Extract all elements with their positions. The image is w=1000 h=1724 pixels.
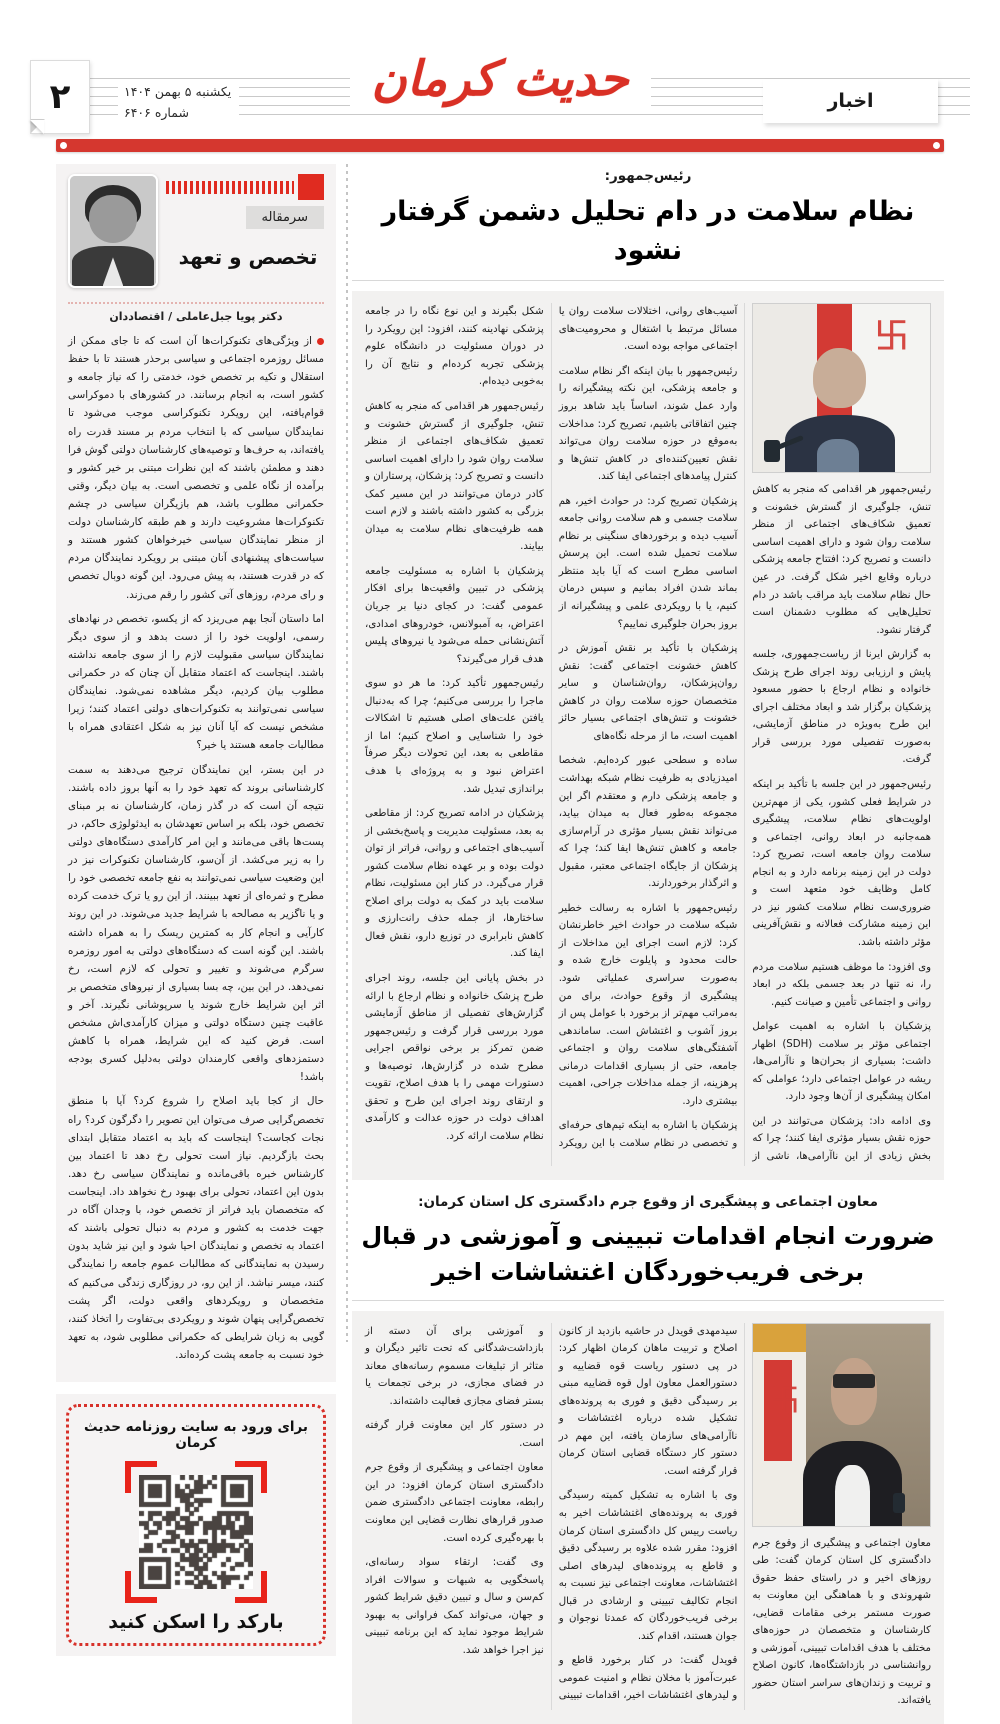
qr-corner-br-icon xyxy=(235,1571,267,1603)
article2-body xyxy=(352,1311,944,1724)
article1-col-mid-p0: رئیس‌جمهور هر اقدامی که منجر به کاهش تنش، جلوگیری از گسترش خشونت و تعمیق شکاف‌های اجتماعی از منظر سلامت روان شود و دارای اهمیت اساسی دانست و تصریح کرد: افتتاح جامعه پزشکی درباره وقایع اخیر شکل گرفت. در عین حال نظام سلامت باید مراقب باشد در دام تحلیل‌هایی که مطلوب دشمنان است گرفتار نشود. xyxy=(752,484,931,636)
dashed-rule-icon xyxy=(166,181,294,194)
qr-code[interactable] xyxy=(125,1461,267,1603)
article1-col-right-p7: در بخش پایانی این جلسه، روند اجرای طرح پزشک خانواده و نظام ارجاع با ارائه گزارش‌های تفصیلی از مناطق آزمایشی مورد بررسی قرار گرفت و رئیس‌جمهور ضمن تمرکز بر برخی نواقص اجرایی مطرح شده در گزارش‌ها، توصیه‌ها و دستورات مهمی را با هدف اصلاح، تقویت و ارتقای روند اجرای این طرح و تحقق اهداف دولت در حوزه عدالت و کارآمدی نظام سلامت ارائه کرد. xyxy=(365,972,544,1142)
article2-photo xyxy=(752,1323,931,1527)
author-avatar xyxy=(68,174,158,288)
page-number: ۲ xyxy=(49,77,71,117)
editorial-header xyxy=(68,174,324,292)
article1-photo xyxy=(752,303,931,473)
article1-col-right-p4: پزشکیان با اشاره به مسئولیت جامعه پزشکی در تبیین واقعیت‌ها برای افکار عمومی گفت: در کجای دنیا بر جریان اعتراض، به آمبولانس، خودروهای امدادی، آتش‌نشانی حمله می‌شود یا نیروهای پلیس هدف قرار می‌گیرند؟ xyxy=(365,565,544,665)
masthead-title: حدیث کرمان xyxy=(371,51,629,107)
article2-col-mid-p1: سیدمهدی قویدل در حاشیه بازدید از کانون اصلاح و تربیت ماهان کرمان اظهار کرد: در پی دستور ریاست قوه قضاییه و دستورالعمل معاون اول قوه قضاییه مبنی بر رسیدگی دقیق و فوری به پرونده‌های تشکیل شده درباره اغتشاشات و ناآرامی‌های سازمان یافته، این مهم در دستور کار دستگاه قضایی استان کرمان قرار گرفته است. xyxy=(558,1325,738,1477)
page-number-box xyxy=(30,60,90,134)
bullet-icon xyxy=(317,338,324,345)
article2-kicker: معاون اجتماعی و پیشگیری از وقوع جرم دادگستری کل استان کرمان: xyxy=(418,1193,878,1210)
editorial-body xyxy=(68,332,324,1364)
red-bar-dot-left xyxy=(60,142,67,149)
red-square-icon xyxy=(298,174,324,200)
article1-col-mid-p2: رئیس‌جمهور در این جلسه با تأکید بر اینکه در شرایط فعلی کشور، یکی از مهم‌ترین اولویت‌های نظام سلامت، پیشگیری همه‌جانبه در ابعاد روانی، اجتماعی و سلامت روان جامعه است، تصریح کرد: دولت در این زمینه برنامه دارد و به انجام کامل وظایف خود متعهد است و ضروری‌ست نظام سلامت کشور نیز در این زمینه مشارکت فعالانه و نقش‌آفرینی مؤثر داشته باشد. xyxy=(752,779,931,948)
editorial-p0-text: از ویژگی‌های تکنوکرات‌ها آن است که تا جای ممکن از مسائل روزمره اجتماعی و سیاسی برحذر هستند تا با حفظ استقلال و تکیه بر تخصص خود، خدمتی را که نیاز جامعه و کشور است، به انجام برسانند. در کشورهای با دموکراسی قوام‌یافته، این رویکرد تکنوکراسی موجب می‌شود تا نمایندگان سیاسی که با انتخاب مردم بر مسند قدرت راه یافته‌اند، به حرف‌ها و توصیه‌های کارشناسان دولتی گوش فرا دهند و مطمئن باشند که این نظرات مبتنی بر خیر کشور و برآمده از نگاه علمی و تخصصی است. به بیان دیگر، وقتی حکمرانی مطلوب باشد، هم بازیگران سیاسی در چشم تکنوکرات‌ها مشروعیت دارند و هم طبقه کارشناسان دولت از منظر نمایندگان سیاسی خیرخواهان کشور هستند و سیاست‌های پیشنهادی آنان مبتنی بر رویکرد نمایندگان مردم که در قدرت هستند، به پیش می‌رود. این گونه دوبال تخصص و رای مردم، روزهای آتی کشور را رقم می‌زند. xyxy=(68,335,324,601)
article2-headline: ضرورت انجام اقدامات تبیینی و آموزشی در قبال برخی فریب‌خوردگان اغتشاشات اخیر xyxy=(361,1221,935,1286)
editorial-p0 xyxy=(68,332,324,604)
article2-col-right-p0: در دستور کار این معاونت قرار گرفته است. xyxy=(365,1420,544,1449)
article1-body xyxy=(352,291,944,1179)
judiciary-photo: ࿕ xyxy=(752,1323,931,1527)
qr-top-text: برای ورود به سایت روزنامه حدیث کرمان xyxy=(84,1419,308,1452)
editorial-dash-row xyxy=(166,174,324,200)
president-photo: ࿕ xyxy=(752,303,931,473)
editorial-p1: اما داستان آنجا بهم می‌ریزد که از یکسو، تخصص در نهادهای رسمی، اولویت خود را از دست بدهد و از سوی دیگر نمایندگان سیاسی مقبولیت لازم را از سوی جامعه نداشته باشند. اینجاست که اعتماد متقابل آن چنان که در حکمرانی مطلوب بیان کردیم، دیگر مشاهده نمی‌شود. نمایندگان سیاسی نمی‌توانند به تکنوکرات‌های دولتی اعتماد کنند؛ زیرا مشخص نیست که آیا آنان نیز به شکل اعتقادی همراه با مطالبات جامعه هستند یا خیر؟ xyxy=(68,612,324,752)
qr-corner-bl-icon xyxy=(125,1571,157,1603)
editorial-p3: حال از کجا باید اصلاح را شروع کرد؟ آیا با منطق تخصص‌گرایی صرف می‌توان این تصویر را دگرگون کرد؟ راه نجات کجاست؟ اینجاست که باید به اعتماد متقابل ابتدای بحث بازگردیم. نیاز است تحولی رخ دهد تا اعتماد بین کارشناس خبره باقی‌مانده و نمایندگان سیاسی رخ دهد. بدون این اعتماد، تحولی برای بهبود رخ نخواهد داد. اینجاست که متخصصان باید فراتر از تخصص خود، با وجدان آگاه در جهت خدمت به کشور و مردم به دنبال تحولی باشند که اعتماد به تخصص و نمایندگان احیا شود و این نیز شاید بدون رسیدن به نمایندگانی که مطالبات عموم جامعه را نمایندگی کنند، میسر نباشد. از این رو، در روزگاری زندگی می‌کنیم که متخصصان و رویکردهای واقعی دولت، اگر پشت تخصص‌گرایی پنهان شوند و رویکردی بی‌تفاوت را اتخاذ کنند، گویی به زبان شرایطی که حکمرانی مطلوبی شود، به تعهد خود نسبت به جامعه پشت کرده‌اند. xyxy=(68,1095,324,1362)
article-judiciary xyxy=(352,1194,944,1724)
header-red-bar xyxy=(56,139,944,152)
article1-columns xyxy=(365,303,931,1165)
qr-corner-tr-icon xyxy=(235,1461,267,1493)
article-president xyxy=(352,168,944,1180)
article1-col-right-p5: رئیس‌جمهور تأکید کرد: ما هر دو سوی ماجرا را بررسی می‌کنیم؛ چرا که به‌دنبال یافتن علت‌های اصلی هستیم تا اشکالات خود را شناسایی و اصلاح کنیم؛ اما از مقاطعی به بعد، این تحولات دیگر صرفاً اعتراض نبود و به پروژه‌ای با هدف براندازی تبدیل شد. xyxy=(365,678,544,795)
article1-col-mid-p8: پزشکیان با تأکید بر نقش آموزش در کاهش خشونت اجتماعی گفت: نقش روان‌پزشکان، روان‌شناسان و سایر متخصصان حوزه سلامت روان در کاهش خشونت و تنش‌های اجتماعی بسیار حائز اهمیت است، ما از مرحله نگاه‌های xyxy=(558,643,738,742)
article2-col-mid-p3: قویدل گفت: در کنار برخورد قاطع و عبرت‌آموز با مخلان نظام و امنیت عمومی و لیدرهای اغتشاشات اخیر، اقدامات تبیینی و آموزشی برای آن دسته از بازداشت‌شدگانی که تحت تاثیر دیگران و متاثر از تبلیغات مسموم رسانه‌های معاند در فضای مجازی، در برخی تجمعات یا بستر فضای مجازی فعالیت داشته‌اند. xyxy=(365,1325,738,1702)
qr-inner xyxy=(66,1404,326,1646)
page-header xyxy=(0,0,1000,140)
editorial-p2: در این بستر، این نمایندگان ترجیح می‌دهند به سمت کارشناسانی بروند که تعهد خود را به آنها بروز داده باشند. نتیجه آن است که در گذر زمان، کارشناسان نه بر مبنای تخصص خود، بلکه بر اساس تعهدشان به ایدئولوژی حاکم، در پست‌ها باقی می‌مانند و این امر کارآمدی دستگاه‌های دولتی را به زیر می‌کشد. از آن‌سو، کارشناسان تکنوکرات نیز در این وضعیت سیاسی نمی‌توانند به نفع جامعه تخصصی خود را مطرح و ثمره‌ای از تعهد ببینند. از این رو یا ترک خدمت کرده و یا ناگزیر به مصالحه با شرایط جدید می‌شوند. در این روند کارآیی و انجام کار به کمترین ریسک را به همراه داشته باشند. این گونه است که دستگاه‌های دولتی به امور روزمره سرگرم می‌شوند و تغییر و تحولی که لازم است، رخ نمی‌دهد. در این بین، چه بسا بسیاری از نیروهای متخصص بر اثر این شرایط خارج شوند یا سرپوشانی نگیرند. آخر و عاقبت چنین دستگاه دولتی و میزان کارآمدی‌اش مشخص است. فرض کنید که این شرایط، همراه با کاهش دستمزدهای واقعی کارمندان دولتی به‌دلیل کسری بودجه باشد! xyxy=(68,763,324,1084)
editorial-byline-wrap xyxy=(68,302,324,323)
article2-col-mid-p0: معاون اجتماعی و پیشگیری از وقوع جرم دادگستری کل استان کرمان گفت: طی روزهای اخیر و در راستای حفظ حقوق شهروندی و با هماهنگی این معاونت به صورت مستمر برخی مقامات قضایی، کارشناسان و متخصصان در حوزه‌های مختلف با هدف اقدامات تبیینی، آموزشی و روانشناسی در بازداشتگاه‌ها، کانون اصلاح و تربیت و زندان‌های سراسر استان حضور یافته‌اند. xyxy=(752,1537,931,1707)
section-label: اخبار xyxy=(827,90,874,112)
section-tab-news[interactable] xyxy=(763,79,938,123)
article1-col-mid-p6: رئیس‌جمهور با بیان اینکه اگر نظام سلامت و جامعه پزشکی، این نکته پیشگیرانه را وارد عمل شوند، اساساً باید شاهد بروز چنین اتفاقاتی باشیم، تصریح کرد: مداخلات به‌موقع در حوزه سلامت روان می‌تواند نقش تعیین‌کننده‌ای در کاهش تنش‌ها و کنترل پیامدهای اجتماعی ایفا کند. xyxy=(558,365,738,483)
editorial-header-left xyxy=(166,174,324,269)
issue-info xyxy=(118,80,239,125)
editorial-byline: دکتر پویا جبل‌عاملی / اقتصاددان xyxy=(109,310,283,323)
article2-rule xyxy=(352,1300,944,1301)
article1-col-right-p3: رئیس‌جمهور هر اقدامی که منجر به کاهش تنش، جلوگیری از گسترش خشونت و تعمیق شکاف‌های اجتماعی از منظر سلامت روان شود را دارای اهمیت اساسی دانست و تصریح کرد: پزشکان، پرستاران و کادر درمان می‌توانند در این مسیر کمک بزرگی به کشور داشته باشند و لازم است همه ظرفیت‌های نظام سلامت به میدان بیایند. xyxy=(365,401,544,553)
editorial-zone xyxy=(56,164,336,1634)
article2-col-mid-p2: وی با اشاره به تشکیل کمیته رسیدگی فوری به پرونده‌های اغتشاشات اخیر به ریاست رییس کل دادگستری استان کرمان افزود: مقرر شده علاوه بر رسیدگی دقیق و قاطع به پرونده‌های لیدرهای اصلی اغتشاشات، معاونت اجتماعی نیز نسبت به انجام تکالیف تبیینی و ارشادی در قبال برخی فریب‌خوردگان که عمدتا نوجوان و جوان هستند، اقدام کند. xyxy=(558,1490,738,1642)
article2-col-right-p2: وی گفت: ارتقاء سواد رسانه‌ای، پاسخگویی به شبهات و سوالات افراد کم‌سن و سال و تبیین دقیق شرایط کشور و جهان، می‌تواند کمک فراوانی به بهبود شرایط موجود نماید که این برنامه تبیینی نیز اجرا خواهد شد. xyxy=(365,1557,544,1656)
qr-bottom-text: بارکد را اسکن کنید xyxy=(108,1611,284,1634)
article1-rule xyxy=(352,280,944,281)
article1-col-right-p0: ساده و سطحی عبور کرده‌ایم. شخصا امیدزیادی به ظرفیت نظام شبکه بهداشت و جامعه پزشکی دارم و معتقدم اگر این مجموعه به‌طور فعال به میدان بیاید، می‌تواند نقش بسیار مؤثری در آرام‌سازی جامعه و کاهش تنش‌ها ایفا کند؛ چرا که پزشکان از جایگاه اجتماعی معتبر، مقبول و اثرگذار برخوردارند. xyxy=(558,755,738,890)
page-body xyxy=(56,164,944,1707)
article1-col-right-p1: رئیس‌جمهور با اشاره به رسالت خطیر شبکه سلامت در حوادث اخیر خاطرنشان کرد: لازم است اجرای این مداخلات از حالت محدود و پایلوت خارج شده و به‌صورت سراسری عملیاتی شود. پیشگیری از وقوع حوادث، برای من به‌مراتب مهم‌تر از برخورد با عوامل پس از بروز آشوب و اغتشاش است. ساماندهی آشفتگی‌های سلامت روان و اجتماعی جامعه، حتی از بسیاری اقدامات درمانی پرهزینه، از جمله مداخلات جراحی، اهمیت بیشتری دارد. xyxy=(558,902,738,1107)
article1-col-mid-p5: وی ادامه داد: پزشکان می‌توانند در این حوزه نقش بسیار مؤثری ایفا کنند؛ چرا که بخش زیادی از این ناآرامی‌ها، ناشی از آسیب‌های روانی، اختلالات سلامت روان یا مسائل مرتبط با اشتغال و محرومیت‌های اجتماعی مواجه بوده است. xyxy=(558,306,931,1162)
article1-col-mid-p4: پزشکیان با اشاره به اهمیت عوامل اجتماعی مؤثر بر سلامت (SDH) اظهار داشت: بسیاری از بحران‌ها و ناآرامی‌ها، ریشه در عوامل اجتماعی دارد؛ عواملی که امکان پیشگیری از آن‌ها وجود دارد. xyxy=(752,1021,931,1103)
article1-col-mid-p7: پزشکیان تصریح کرد: در حوادث اخیر، هم سلامت جسمی و هم سلامت روانی جامعه آسیب دیده و برخوردهای سنگینی بر نظام سلامت تحمیل شده است. این پرسش اساسی مطرح است که آیا باید منتظر بماند شدن افراد بمانیم و سپس درمان کنیم، یا با رویکردی علمی و پیشگیرانه از بروز بحران جلوگیری نماییم؟ xyxy=(558,495,738,630)
column-divider xyxy=(346,164,348,1342)
article2-col-right-p1: معاون اجتماعی و پیشگیری از وقوع جرم دادگستری استان کرمان افزود: در این رابطه، معاونت اجتماعی دادگستری ضمن صدور قرارهای نظارت قضایی این معاونت با بهره‌گیری کرده است. xyxy=(365,1462,544,1544)
qr-card[interactable] xyxy=(56,1394,336,1656)
article1-col-right-p2: پزشکیان با اشاره به اینکه تیم‌های حرفه‌ای و تخصصی در نظام سلامت با این رویکرد شکل بگیرند و این نوع نگاه را در جامعه پزشکی نهادینه کنند، افزود: این رویکرد را در دوران مسئولیت در دانشگاه علوم پزشکی تجربه کرده‌ام و نتایج آن را به‌خوبی دیده‌ام. xyxy=(365,306,738,1149)
editorial-title: تخصص و تعهد xyxy=(178,245,318,269)
article1-headline: نظام سلامت در دام تحلیل دشمن گرفتار نشود xyxy=(381,196,915,267)
issue-number: شماره ۶۴۰۶ xyxy=(124,104,189,120)
editorial-label: سرمقاله xyxy=(246,206,325,229)
issue-date: یکشنبه ۵ بهمن ۱۴۰۴ xyxy=(124,84,232,99)
article1-col-mid-p3: وی افزود: ما موظف هستیم سلامت مردم را، نه تنها در بعد جسمی بلکه در ابعاد روانی و اجتماعی تأمین و صیانت کنیم. xyxy=(752,961,931,1008)
editorial-card xyxy=(56,164,336,1382)
red-bar-dot-right xyxy=(933,142,940,149)
article1-kicker: رئیس‌جمهور: xyxy=(604,168,692,184)
article1-col-mid-p1: به گزارش ایرنا از ریاست‌جمهوری، جلسه پایش و ارزیابی روند اجرای طرح پزشک خانواده و نظام ارجاع با حضور مسعود پزشکیان برگزار شد و ابعاد مختلف اجرای این طرح به‌ویژه در مناطق آزمایشی، به‌صورت تفصیلی مورد بررسی قرار گرفت. xyxy=(752,649,931,766)
qr-corner-tl-icon xyxy=(125,1461,157,1493)
article1-col-right-p6: پزشکیان در ادامه تصریح کرد: از مقاطعی به بعد، مسئولیت مدیریت و پاسخ‌بخشی از آسیب‌های اجتماعی و روانی، فراتر از توان دولت بوده و بر عهده نظام سلامت کشور قرار می‌گیرد. در کنار این مسئولیت، نظام سلامت باید در کمک به دولت برای اصلاح ساختارها، از جمله حذف رانت‌ارزی و کاهش نابرابری در توزیع دارو، نقش فعال ایفا کند. xyxy=(365,808,544,960)
article2-columns xyxy=(365,1323,931,1710)
main-news-zone xyxy=(352,164,944,1707)
